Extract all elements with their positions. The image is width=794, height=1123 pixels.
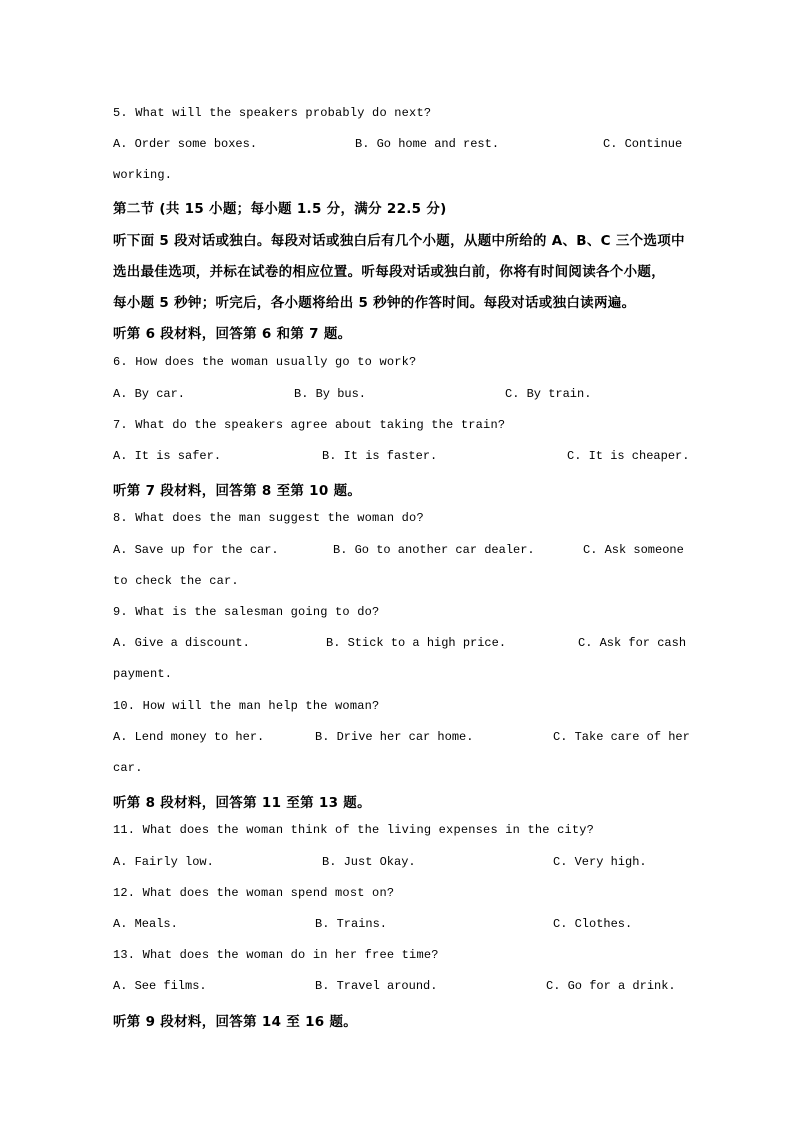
option-b: B. Travel around.: [315, 979, 438, 993]
material-heading: 听第 7 段材料，回答第 8 至第 10 题。: [113, 483, 362, 499]
option-continuation: car.: [113, 761, 143, 775]
option-c: C. By train.: [505, 387, 592, 401]
option-c: C. Go for a drink.: [546, 979, 676, 993]
option-continuation: to check the car.: [113, 574, 239, 588]
material-heading: 听第 8 段材料，回答第 11 至第 13 题。: [113, 795, 371, 811]
question-stem: 13. What does the woman do in her free time?: [113, 948, 439, 962]
option-b: B. By bus.: [294, 387, 367, 401]
question-stem: 11. What does the woman think of the living expenses in the city?: [113, 823, 595, 837]
option-c: C. It is cheaper.: [567, 449, 690, 463]
option-c: C. Very high.: [553, 855, 647, 869]
question-stem: 9. What is the salesman going to do?: [113, 605, 380, 619]
option-b: B. Drive her car home.: [315, 730, 474, 744]
option-b: B. Trains.: [315, 917, 388, 931]
option-c: C. Clothes.: [553, 917, 633, 931]
option-b: B. Just Okay.: [322, 855, 416, 869]
section-instruction: 听下面 5 段对话或独白。每段对话或独白后有几个小题，从题中所给的 A、B、C 三个选项中: [113, 233, 685, 249]
option-a: A. Meals.: [113, 917, 178, 931]
option-a: A. Lend money to her.: [113, 730, 265, 744]
question-stem: 7. What do the speakers agree about taking the train?: [113, 418, 506, 432]
question-stem: 8. What does the man suggest the woman do?: [113, 511, 424, 525]
question-stem: 12. What does the woman spend most on?: [113, 886, 395, 900]
option-b: B. Go home and rest.: [355, 137, 500, 151]
option-b: B. Stick to a high price.: [326, 636, 507, 650]
option-a: A. By car.: [113, 387, 186, 401]
option-a: A. Save up for the car.: [113, 543, 279, 557]
question-stem: 10. How will the man help the woman?: [113, 699, 380, 713]
question-stem: 6. How does the woman usually go to work?: [113, 355, 417, 369]
option-a: A. Give a discount.: [113, 636, 250, 650]
option-a: A. Fairly low.: [113, 855, 214, 869]
option-c: C. Ask someone: [583, 543, 684, 557]
option-continuation: payment.: [113, 667, 173, 681]
material-heading: 听第 6 段材料，回答第 6 和第 7 题。: [113, 326, 352, 342]
option-c: C. Continue: [603, 137, 683, 151]
option-a: A. It is safer.: [113, 449, 222, 463]
option-c: C. Ask for cash: [578, 636, 687, 650]
question-stem: 5. What will the speakers probably do next?: [113, 106, 432, 120]
option-b: B. Go to another car dealer.: [333, 543, 535, 557]
option-continuation: working.: [113, 168, 173, 182]
option-a: A. Order some boxes.: [113, 137, 258, 151]
section-title: 第二节 (共 15 小题；每小题 1.5 分，满分 22.5 分): [113, 201, 447, 217]
material-heading: 听第 9 段材料，回答第 14 至 16 题。: [113, 1014, 358, 1030]
section-instruction: 选出最佳选项，并标在试卷的相应位置。听每段对话或独白前，你将有时间阅读各个小题，: [113, 264, 665, 280]
option-a: A. See films.: [113, 979, 207, 993]
section-instruction: 每小题 5 秒钟；听完后，各小题将给出 5 秒钟的作答时间。每段对话或独白读两遍。: [113, 295, 636, 311]
option-c: C. Take care of her: [553, 730, 690, 744]
option-b: B. It is faster.: [322, 449, 438, 463]
